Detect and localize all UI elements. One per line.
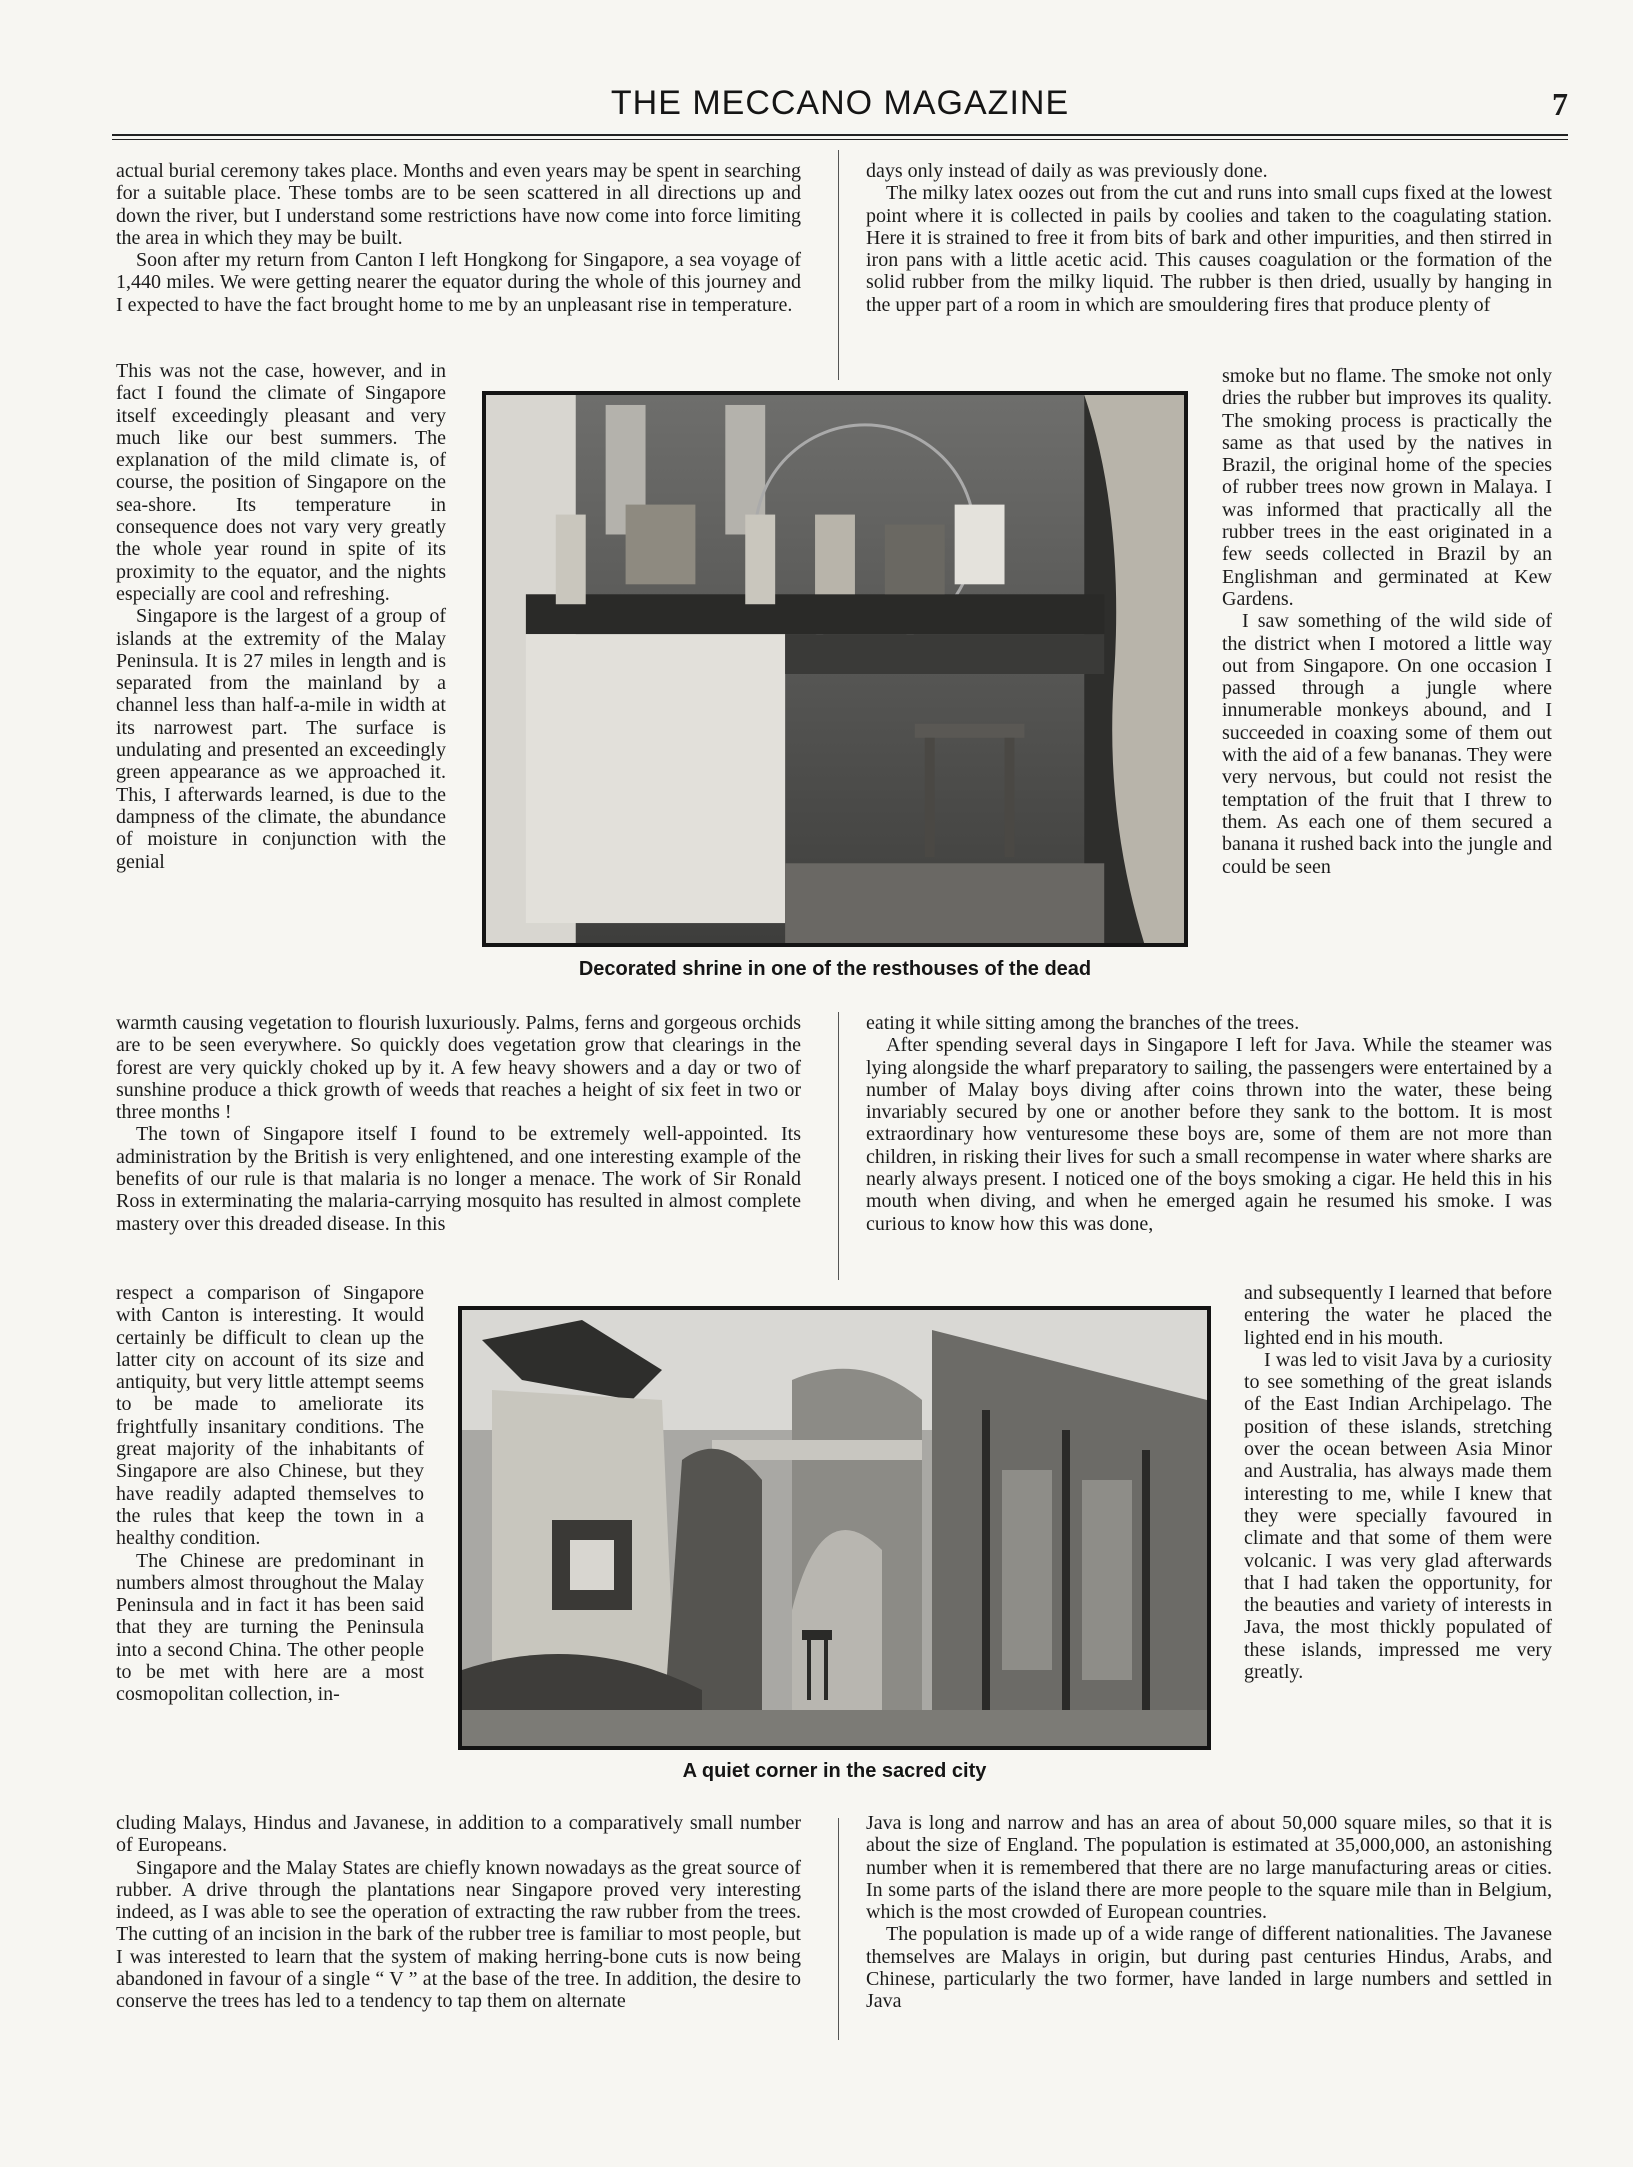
right-text-beside-shrine xyxy=(1222,365,1552,878)
paragraph: days only instead of daily as was previously done. xyxy=(866,160,1268,182)
sacred-city-illustration xyxy=(462,1310,1207,1746)
paragraph: respect a comparison of Singapore with Canton is interesting. It would certainly be difficult to clean up the latter city on account of its size and antiquity, but very little attempt seems to be made to ameliorate its frightfully insanitary conditions. The great majority of the inhabitants of Singapore are also Chinese, but they have readily adapted themselves to the rules that keep the town in a healthy condition. xyxy=(116,1282,424,1550)
shrine-illustration xyxy=(486,395,1184,943)
paragraph: Singapore is the largest of a group of islands at the extremity of the Malay Peninsula. It is 27 miles in length and is separated from the mainland by a channel less than half-a-mile in width at its narrowest part. The surface is undulating and presented an exceedingly green appearance as we approached it. This, I afterwards learned, is due to the dampness of the climate, the abundance of moisture in conjunction with the genial xyxy=(116,605,446,873)
paragraph: The Chinese are predominant in numbers almost throughout the Malay Peninsula and in fact it has been said that they are turning the Peninsula into a second China. The other people to be met with here are a most cosmopolitan collection, in- xyxy=(116,1549,424,1706)
column-divider xyxy=(838,1012,839,1280)
paragraph: Soon after my return from Canton I left Hongkong for Singapore, a sea voyage of 1,440 miles. We were getting nearer the equator during the whole of this journey and I expected to have the fact brought home to me by an unpleasant rise in temperature. xyxy=(116,249,801,316)
column-divider xyxy=(838,1818,839,2040)
left-text-beside-shrine xyxy=(116,360,446,873)
paragraph: The population is made up of a wide range of different nationalities. The Javanese themselves are Malays in origin, but during past centuries Hindus, Arabs, and Chinese, particularly the two former, have landed in large numbers and settled in Java xyxy=(866,1923,1552,2013)
paragraph: After spending several days in Singapore I left for Java. While the steamer was lying alongside the wharf preparatory to sailing, the passengers were entertained by a number of Malay boys diving after coins thrown into the water, these being invariably secured by one or another before they sank to the bottom. It is most extraordinary how venturesome these boys are, some of them are not more than children, in risking their lives for such a small recompense in water where sharks are nearly always present. I noticed one of the boys smoking a cigar. He held this in his mouth when diving, and when he emerged again he resumed his smoke. I was curious to know how this was done, xyxy=(866,1034,1552,1235)
paragraph: The milky latex oozes out from the cut and runs into small cups fixed at the lowest point where it is collected in pails by coolies and taken to the coagulating station. Here it is strained to free it from bits of bark and other impurities, and then stirred in iron pans with a little acetic acid. This causes coagulation or the formation of the solid rubber from the milky liquid. The rubber is then dried, usually by hanging in the upper part of a room in which are smouldering fires that produce plenty of xyxy=(866,182,1552,316)
header-rule-thin xyxy=(112,139,1568,140)
magazine-title: THE MECCANO MAGAZINE xyxy=(610,84,1070,122)
paragraph: actual burial ceremony takes place. Months and even years may be spent in searching for a suitable place. These tombs are to be seen scattered in all directions up and down the river, but I understand some restrictions have now come into force limiting the area in which they may be built. xyxy=(116,160,801,249)
column-divider xyxy=(838,150,839,380)
left-text-beside-sacred-city xyxy=(116,1282,424,1706)
left-text-top xyxy=(116,160,801,316)
right-text-bottom xyxy=(866,1812,1552,2013)
right-text-top xyxy=(866,160,1552,316)
paragraph: Singapore and the Malay States are chiefly known nowadays as the great source of rubber. A drive through the plantations near Singapore proved very interesting indeed, as I was able to see the operation of extracting the raw rubber from the trees. The cutting of an incision in the bark of the rubber tree is familiar to most people, but I was interested to learn that the system of making herring-bone cuts is now being abandoned in favour of a single “ V ” at the base of the tree. In addition, the desire to conserve the trees has led to a tendency to tap them on alternate xyxy=(116,1856,801,2013)
page-number: 7 xyxy=(1552,86,1568,122)
paragraph: cluding Malays, Hindus and Javanese, in addition to a comparatively small number of Europeans. xyxy=(116,1812,801,1857)
paragraph: The town of Singapore itself I found to be extremely well-appointed. Its administration by the British is very enlightened, and one interesting example of the benefits of our rule is that malaria is no longer a menace. The work of Sir Ronald Ross in exterminating the malaria-carrying mosquito has resulted in almost complete mastery over this dreaded disease. In this xyxy=(116,1123,801,1235)
sacred-city-caption: A quiet corner in the sacred city xyxy=(682,1760,987,1782)
paragraph: I saw something of the wild side of the district when I motored a little way out from Singapore. On one occasion I passed through a jungle where innumerable monkeys abound, and I succeeded in coaxing some of them out with the aid of a few bananas. They were very nervous, but could not resist the temptation of the fruit that I threw to them. As each one of them secured a banana it rushed back into the jungle and could be seen xyxy=(1222,610,1552,878)
right-text-middle xyxy=(866,1012,1552,1235)
paragraph: Java is long and narrow and has an area of about 50,000 square miles, so that it is about the size of England. The population is estimated at 35,000,000, an astonishing number when it is remembered that there are no large manufacturing areas or cities. In some parts of the island there are more people to the square mile than in Belgium, which is the most crowded of European countries. xyxy=(866,1812,1552,1924)
paragraph: smoke but no flame. The smoke not only dries the rubber but improves its quality. The smoking process is practically the same as that used by the natives in Brazil, the original home of the species of rubber trees now grown in Malaya. I was informed that practically all the rubber trees in the east originated in a few seeds collected in Brazil by an Englishman and germinated at Kew Gardens. xyxy=(1222,365,1552,610)
paragraph: I was led to visit Java by a curiosity to see something of the great islands of the East Indian Archipelago. The position of these islands, stretching over the ocean between Asia Minor and Australia, has always made them interesting to me, while I knew that they were specially favoured in climate and that some of them were volcanic. I was very glad afterwards that I had taken the opportunity, for the beauties and variety of interests in Java, the most thickly populated of these islands, impressed me very greatly. xyxy=(1244,1348,1552,1684)
right-text-beside-sacred-city xyxy=(1244,1282,1552,1683)
page-header xyxy=(112,84,1568,128)
shrine-caption: Decorated shrine in one of the resthouses of the dead xyxy=(578,958,1092,980)
paragraph: eating it while sitting among the branches of the trees. xyxy=(866,1012,1300,1034)
sacred-city-photo xyxy=(458,1306,1211,1750)
left-text-bottom xyxy=(116,1812,801,2013)
paragraph: and subsequently I learned that before entering the water he placed the lighted end in his mouth. xyxy=(1244,1282,1552,1349)
header-rule xyxy=(112,134,1568,136)
left-text-middle xyxy=(116,1012,801,1235)
paragraph: This was not the case, however, and in fact I found the climate of Singapore itself exceedingly pleasant and very much like our best summers. The explanation of the mild climate is, of course, the position of Singapore on the sea-shore. Its temperature in consequence does not vary very greatly the whole year round in spite of its proximity to the equator, and the nights especially are cool and refreshing. xyxy=(116,360,446,605)
shrine-photo xyxy=(482,391,1188,947)
paragraph: warmth causing vegetation to flourish luxuriously. Palms, ferns and gorgeous orchids are to be seen everywhere. So quickly does vegetation grow that clearings in the forest are very quickly choked up by it. A few heavy showers and a day or two of sunshine produce a thick growth of weeds that reaches a height of six feet in two or three months ! xyxy=(116,1012,801,1124)
